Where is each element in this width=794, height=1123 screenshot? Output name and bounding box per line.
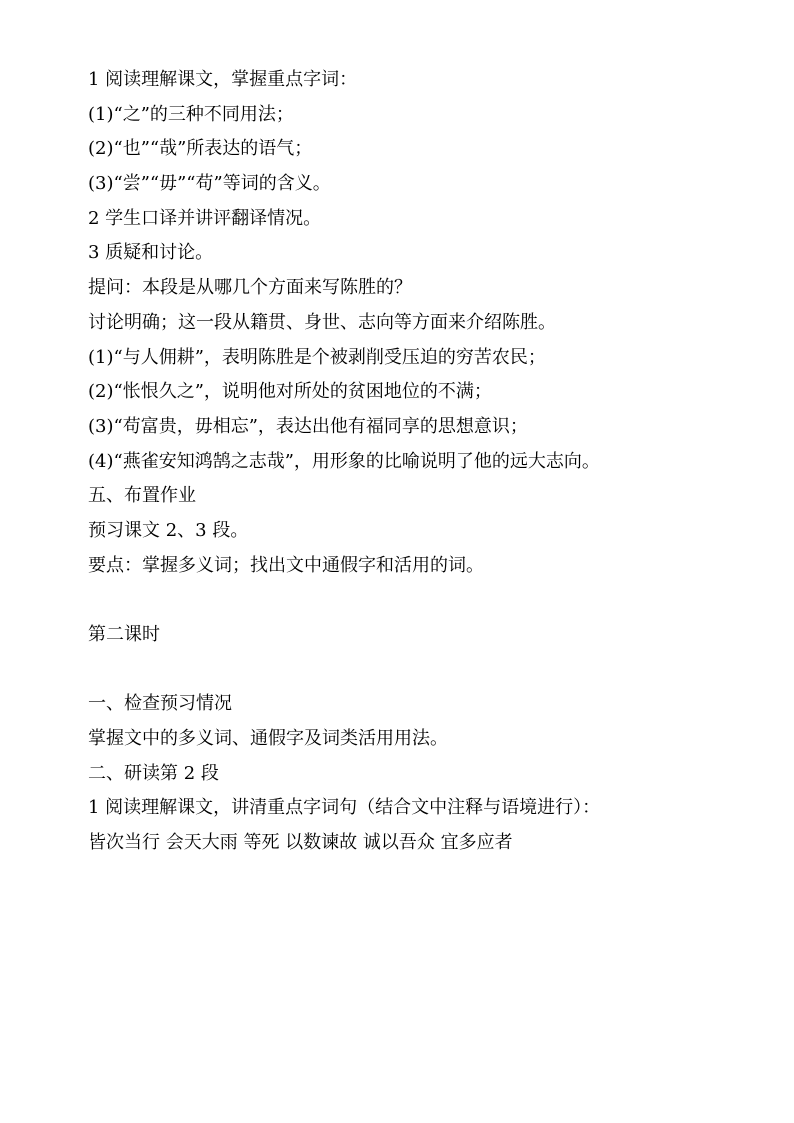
text-line: 1 阅读理解课文，讲清重点字词句（结合文中注释与语境进行）：: [88, 797, 601, 819]
text-line: 3 质疑和讨论。: [88, 242, 214, 264]
blank-line: [88, 660, 728, 680]
text-line: (4)“燕雀安知鸿鹄之志哉”，用形象的比喻说明了他的远大志向。: [88, 450, 600, 472]
text-line: (2)“也”“哉”所表达的语气；: [88, 138, 313, 160]
text-line: 预习课文 2、3 段。: [88, 519, 249, 541]
document-page: [88, 70, 728, 868]
text-line: 掌握文中的多义词、通假字及词类活用用法。: [88, 728, 448, 750]
text-line: (1)“之”的三种不同用法；: [88, 103, 294, 125]
text-line: 皆次当行 会天大雨 等死 以数谏故 诚以吾众 宜多应者: [88, 832, 513, 854]
lesson-heading: 第二课时: [88, 624, 160, 645]
text-line: 讨论明确；这一段从籍贯、身世、志向等方面来介绍陈胜。: [88, 311, 556, 333]
section-heading: 五、布置作业: [88, 485, 196, 507]
text-line: 2 学生口译并讲评翻译情况。: [88, 207, 322, 229]
text-line: 要点：掌握多义词；找出文中通假字和活用的词。: [88, 554, 484, 576]
text-line: 1 阅读理解课文，掌握重点字词：: [88, 69, 358, 90]
blank-line: [88, 590, 728, 610]
text-line: (3)“尝”“毋”“苟”等词的含义。: [88, 173, 331, 195]
section-heading: 一、检查预习情况: [88, 693, 232, 715]
text-line: (3)“苟富贵，毋相忘”，表达出他有福同享的思想意识；: [88, 415, 528, 437]
text-line: 提问：本段是从哪几个方面来写陈胜的？: [88, 277, 412, 299]
section-heading: 二、研读第 2 段: [88, 762, 219, 784]
text-line: (2)“怅恨久之”，说明他对所处的贫困地位的不满；: [88, 381, 492, 403]
text-line: (1)“与人佣耕”，表明陈胜是个被剥削受压迫的穷苦农民；: [88, 346, 546, 368]
